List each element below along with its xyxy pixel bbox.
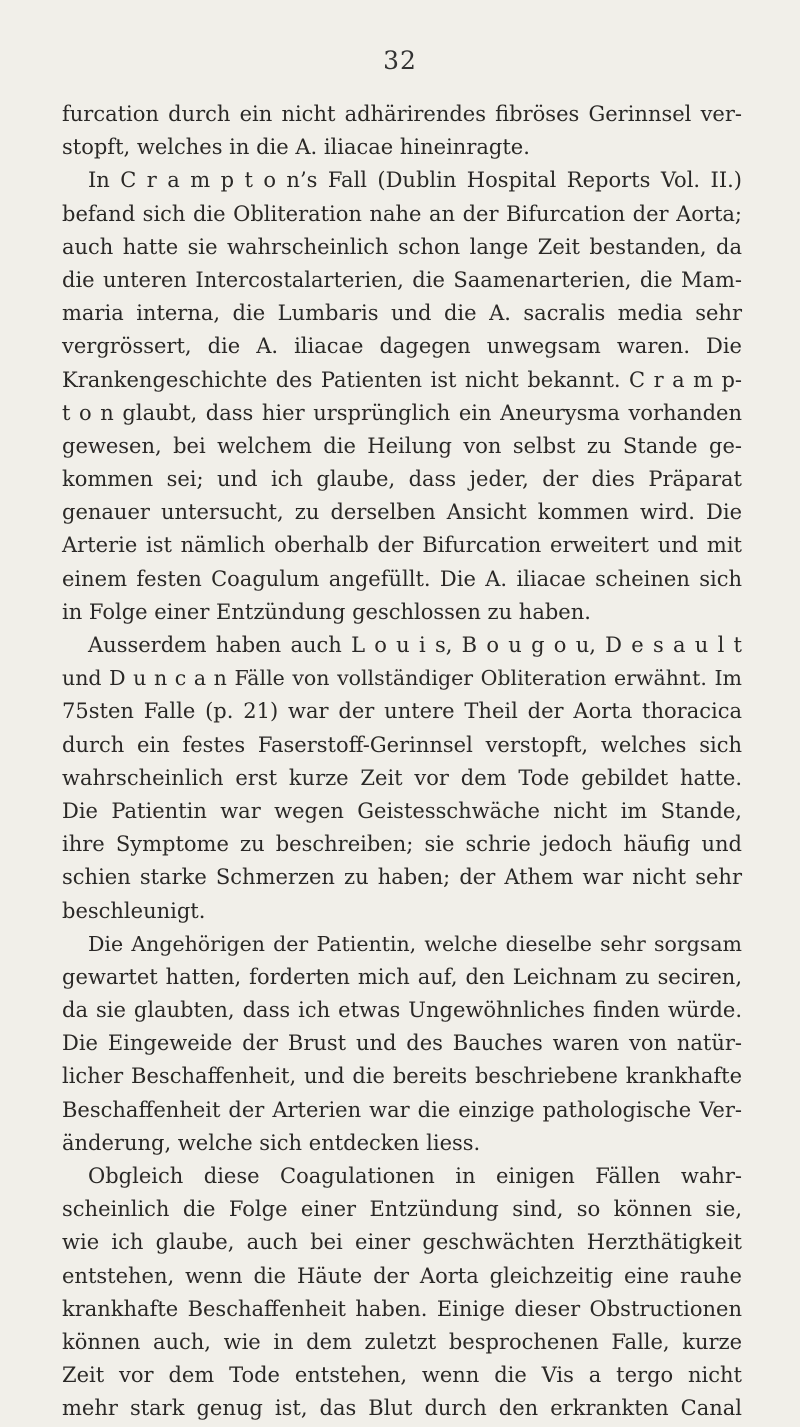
text-line: wie ich glaube, auch bei einer geschwächten Herzthätigkeit xyxy=(62,1230,742,1255)
text-line: da sie glaubten, dass ich etwas Ungewöhnliches finden würde. xyxy=(62,998,742,1023)
text-line: durch ein festes Faserstoff-Gerinnsel verstopft, welches sich xyxy=(62,732,742,757)
text-line: Die Angehörigen der Patientin, welche dieselbe sehr sorgsam xyxy=(88,931,742,956)
text-line: licher Beschaffenheit, und die bereits beschriebene krankhafte xyxy=(62,1064,742,1089)
text-line: ihre Symptome zu beschreiben; sie schrie jedoch häufig und xyxy=(62,832,742,857)
text-line: Arterie ist nämlich oberhalb der Bifurcation erweitert und mit xyxy=(62,533,742,558)
text-line: 75sten Falle (p. 21) war der untere Theil der Aorta thoracica xyxy=(62,699,742,724)
text-line: Beschaffenheit der Arterien war die einzige pathologische Ver- xyxy=(62,1097,742,1122)
text-line: scheinlich die Folge einer Entzündung sind, so können sie, xyxy=(62,1197,742,1222)
text-line: schien starke Schmerzen zu haben; der Athem war nicht sehr xyxy=(62,865,742,890)
body-text xyxy=(62,98,742,1426)
text-line: t o n glaubt, dass hier ursprünglich ein Aneurysma vorhanden xyxy=(62,400,742,425)
text-line: änderung, welche sich entdecken liess. xyxy=(62,1130,481,1155)
text-line: können auch, wie in dem zuletzt besprochenen Falle, kurze xyxy=(62,1329,742,1354)
text-line: gewartet hatten, forderten mich auf, den Leichnam zu seciren, xyxy=(62,964,742,989)
text-line: Die Eingeweide der Brust und des Bauches waren von natür- xyxy=(62,1031,742,1056)
text-line: Zeit vor dem Tode entstehen, wenn die Vis a tergo nicht xyxy=(62,1363,742,1388)
text-line: krankhafte Beschaffenheit haben. Einige dieser Obstructionen xyxy=(62,1296,742,1321)
text-line: entstehen, wenn die Häute der Aorta gleichzeitig eine rauhe xyxy=(62,1263,742,1288)
text-line: kommen sei; und ich glaube, dass jeder, der dies Präparat xyxy=(62,467,742,492)
text-line: einem festen Coagulum angefüllt. Die A. iliacae scheinen sich xyxy=(62,566,742,591)
text-line: furcation durch ein nicht adhärirendes fibröses Gerinnsel ver- xyxy=(62,102,742,126)
text-line: Die Patientin war wegen Geistesschwäche nicht im Stande, xyxy=(62,798,742,823)
page-number: 32 xyxy=(383,46,417,75)
text-line: und D u n c a n Fälle von vollständiger Obliteration erwähnt. Im xyxy=(62,666,742,691)
text-line: stopft, welches in die A. iliacae hineinragte. xyxy=(62,135,530,160)
text-line: Krankengeschichte des Patienten ist nicht bekannt. C r a m p- xyxy=(62,367,742,392)
text-line: die unteren Intercostalarterien, die Saamenarterien, die Mam- xyxy=(62,267,742,292)
text-line: befand sich die Obliteration nahe an der Bifurcation der Aorta; xyxy=(62,201,742,226)
text-line: Ausserdem haben auch L o u i s, B o u g o u, D e s a u l t xyxy=(88,633,742,657)
text-line: wahrscheinlich erst kurze Zeit vor dem Tode gebildet hatte. xyxy=(62,765,742,790)
text-line: in Folge einer Entzündung geschlossen zu haben. xyxy=(62,599,591,624)
text-line: Obgleich diese Coagulationen in einigen Fällen wahr- xyxy=(88,1164,742,1188)
text-line: genauer untersucht, zu derselben Ansicht kommen wird. Die xyxy=(62,500,742,525)
text-line: beschleunigt. xyxy=(62,898,206,923)
text-line: In C r a m p t o n’s Fall (Dublin Hospital Reports Vol. II.) xyxy=(88,168,742,193)
text-line: maria interna, die Lumbaris und die A. sacralis media sehr xyxy=(62,301,742,326)
text-line: auch hatte sie wahrscheinlich schon lange Zeit bestanden, da xyxy=(62,234,742,259)
text-line: vergrössert, die A. iliacae dagegen unwegsam waren. Die xyxy=(62,334,742,359)
text-line: gewesen, bei welchem die Heilung von selbst zu Stande ge- xyxy=(62,433,742,458)
text-line: mehr stark genug ist, das Blut durch den erkrankten Canal xyxy=(62,1396,742,1421)
